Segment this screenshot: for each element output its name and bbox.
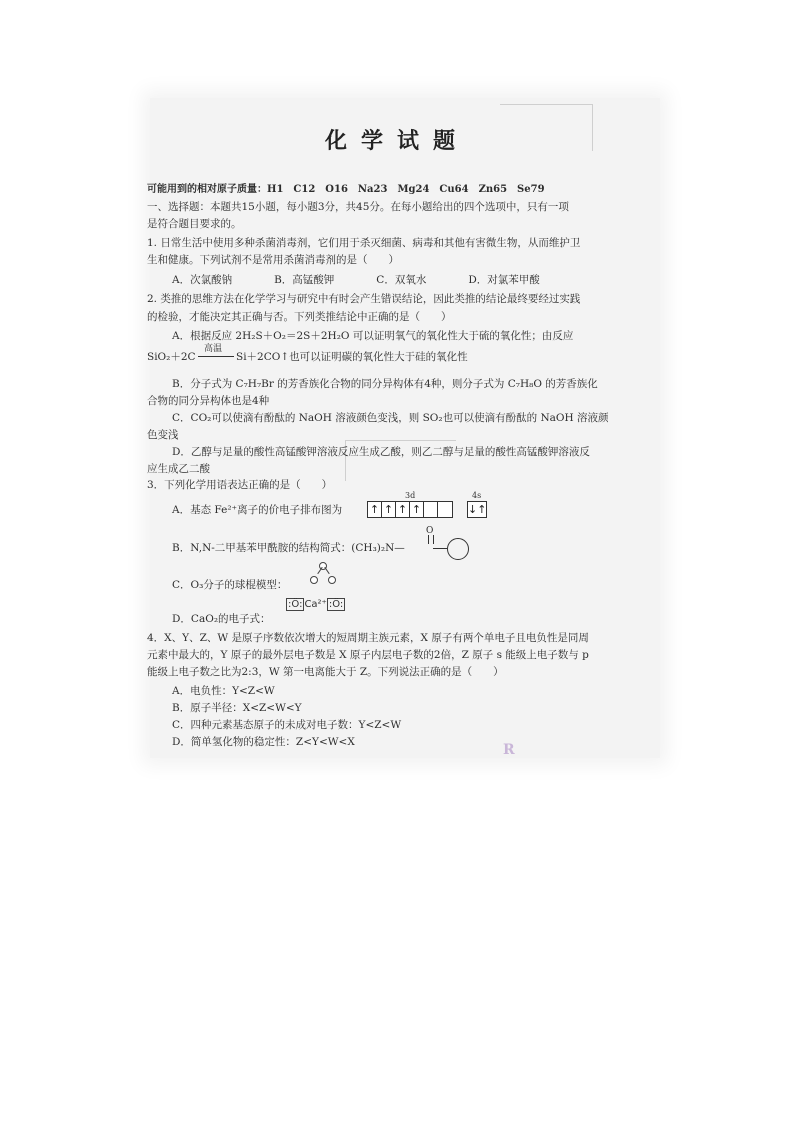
q1-options: A．次氯酸钠 B．高锰酸钾 C．双氧水 D．对氯苯甲酸: [172, 274, 540, 286]
q2-d-line1: D．乙醇与足量的酸性高锰酸钾溶液反应生成乙酸，则乙二醇与足量的酸性高锰酸钾溶液反: [172, 446, 590, 458]
q3-b: B．N,N-二甲基苯甲酰胺的结构简式：(CH₃)₂N—: [172, 542, 405, 554]
ozone-atom: [310, 576, 318, 584]
orbital-box: [438, 502, 452, 517]
watermark-logo: R: [503, 742, 515, 758]
q3-a: A．基态 Fe²⁺离子的价电子排布图为: [172, 504, 343, 516]
peroxide-ion-right: :Ö:: [328, 599, 344, 610]
ozone-bond: [317, 567, 322, 574]
q2-a-line2-left: SiO₂＋2C: [147, 351, 196, 363]
q1-line1: 1. 日常生活中使用多种杀菌消毒剂，它们用于杀灭细菌、病毒和其他有害微生物，从而维护卫: [147, 237, 581, 249]
q4-option-b: B．原子半径：X<Z<W<Y: [172, 702, 302, 714]
section-heading-line1: 一、选择题：本题共15小题，每小题3分，共45分。在每小题给出的四个选项中，只有一项: [147, 201, 569, 213]
q4-line2: 元素中最大的，Y 原子的最外层电子数是 X 原子内层电子数的2倍，Z 原子 s 能级上电子数与 p: [147, 649, 589, 661]
q2-b-line2: 合物的同分异构体也是4种: [147, 395, 270, 407]
q2-line2: 的检验，才能决定其正确与否。下列类推结论中正确的是（ ）: [147, 311, 452, 323]
carbonyl-oxygen: O: [426, 526, 434, 536]
q2-a-line2-right: Si＋2CO↑也可以证明碳的氧化性大于硅的氧化性: [236, 351, 468, 363]
q4-option-c: C．四种元素基态原子的未成对电子数：Y<Z<W: [172, 719, 402, 731]
amide-bond-line: [433, 548, 447, 549]
reaction-arrow-line: [198, 356, 234, 357]
orbital-label-3d: 3d: [405, 491, 416, 500]
orbital-diagram-3d: [367, 501, 453, 518]
carbonyl-bond: [428, 535, 434, 544]
orbital-diagram-4s: [467, 501, 487, 518]
page-title: 化学试题: [324, 128, 469, 154]
q3-c: C．O₃分子的球棍模型：: [172, 579, 288, 591]
orbital-label-4s: 4s: [472, 491, 482, 500]
q4-option-d: D．简单氢化物的稳定性：Z<Y<W<X: [172, 736, 355, 748]
q1-line2: 生和健康。下列试剂不是常用杀菌消毒剂的是（ ）: [147, 254, 399, 266]
q3-d: D．CaO₂的电子式：: [172, 613, 271, 625]
ozone-bond: [324, 567, 329, 574]
atomic-masses: 可能用到的相对原子质量：H1 C12 O16 Na23 Mg24 Cu64 Zn65 Se79: [147, 184, 545, 195]
q4-option-a: A．电负性：Y<Z<W: [172, 685, 275, 697]
orbital-box: [424, 502, 438, 517]
peroxide-ion-left: :Ö:: [288, 599, 303, 610]
ozone-atom: [328, 576, 336, 584]
q2-c-line1: C．CO₂可以使滴有酚酞的 NaOH 溶液颜色变浅，则 SO₂也可以使滴有酚酞的 NaOH 溶液颜: [172, 412, 609, 424]
q3-stem: 3．下列化学用语表达正确的是（ ）: [147, 479, 333, 491]
cao2-electron-formula: [286, 599, 345, 610]
orbital-box: ↓↑: [468, 503, 487, 516]
orbital-box: ↑: [382, 502, 396, 517]
q2-a-condition: 高温: [204, 344, 223, 354]
section-heading-line2: 是符合题目要求的。: [147, 218, 242, 230]
orbital-box: ↑: [396, 502, 410, 517]
benzene-ring: [447, 538, 469, 560]
orbital-box: ↑: [410, 502, 424, 517]
q2-d-line2: 应生成乙二酸: [147, 463, 210, 475]
q4-line1: 4．X、Y、Z、W 是原子序数依次增大的短周期主族元素，X 原子有两个单电子且电负性是同周: [147, 632, 589, 644]
ozone-ball-stick-model: [308, 560, 338, 588]
orbital-box: ↑: [368, 502, 382, 517]
q2-b-line1: B．分子式为 C₇H₇Br 的芳香族化合物的同分异构体有4种，则分子式为 C₇H₈O 的芳香族化: [172, 378, 598, 390]
calcium-ion: Ca²⁺: [304, 599, 327, 610]
q2-line1: 2. 类推的思维方法在化学学习与研究中有时会产生错误结论，因此类推的结论最终要经过实践: [147, 293, 581, 305]
q2-c-line2: 色变浅: [147, 429, 179, 441]
q4-line3: 能级上电子数之比为2:3，W 第一电离能大于 Z。下列说法正确的是（ ）: [147, 666, 504, 678]
q2-a-line1: A．根据反应 2H₂S＋O₂＝2S＋2H₂O 可以证明氧气的氧化性大于硫的氧化性；由反应: [172, 330, 574, 342]
